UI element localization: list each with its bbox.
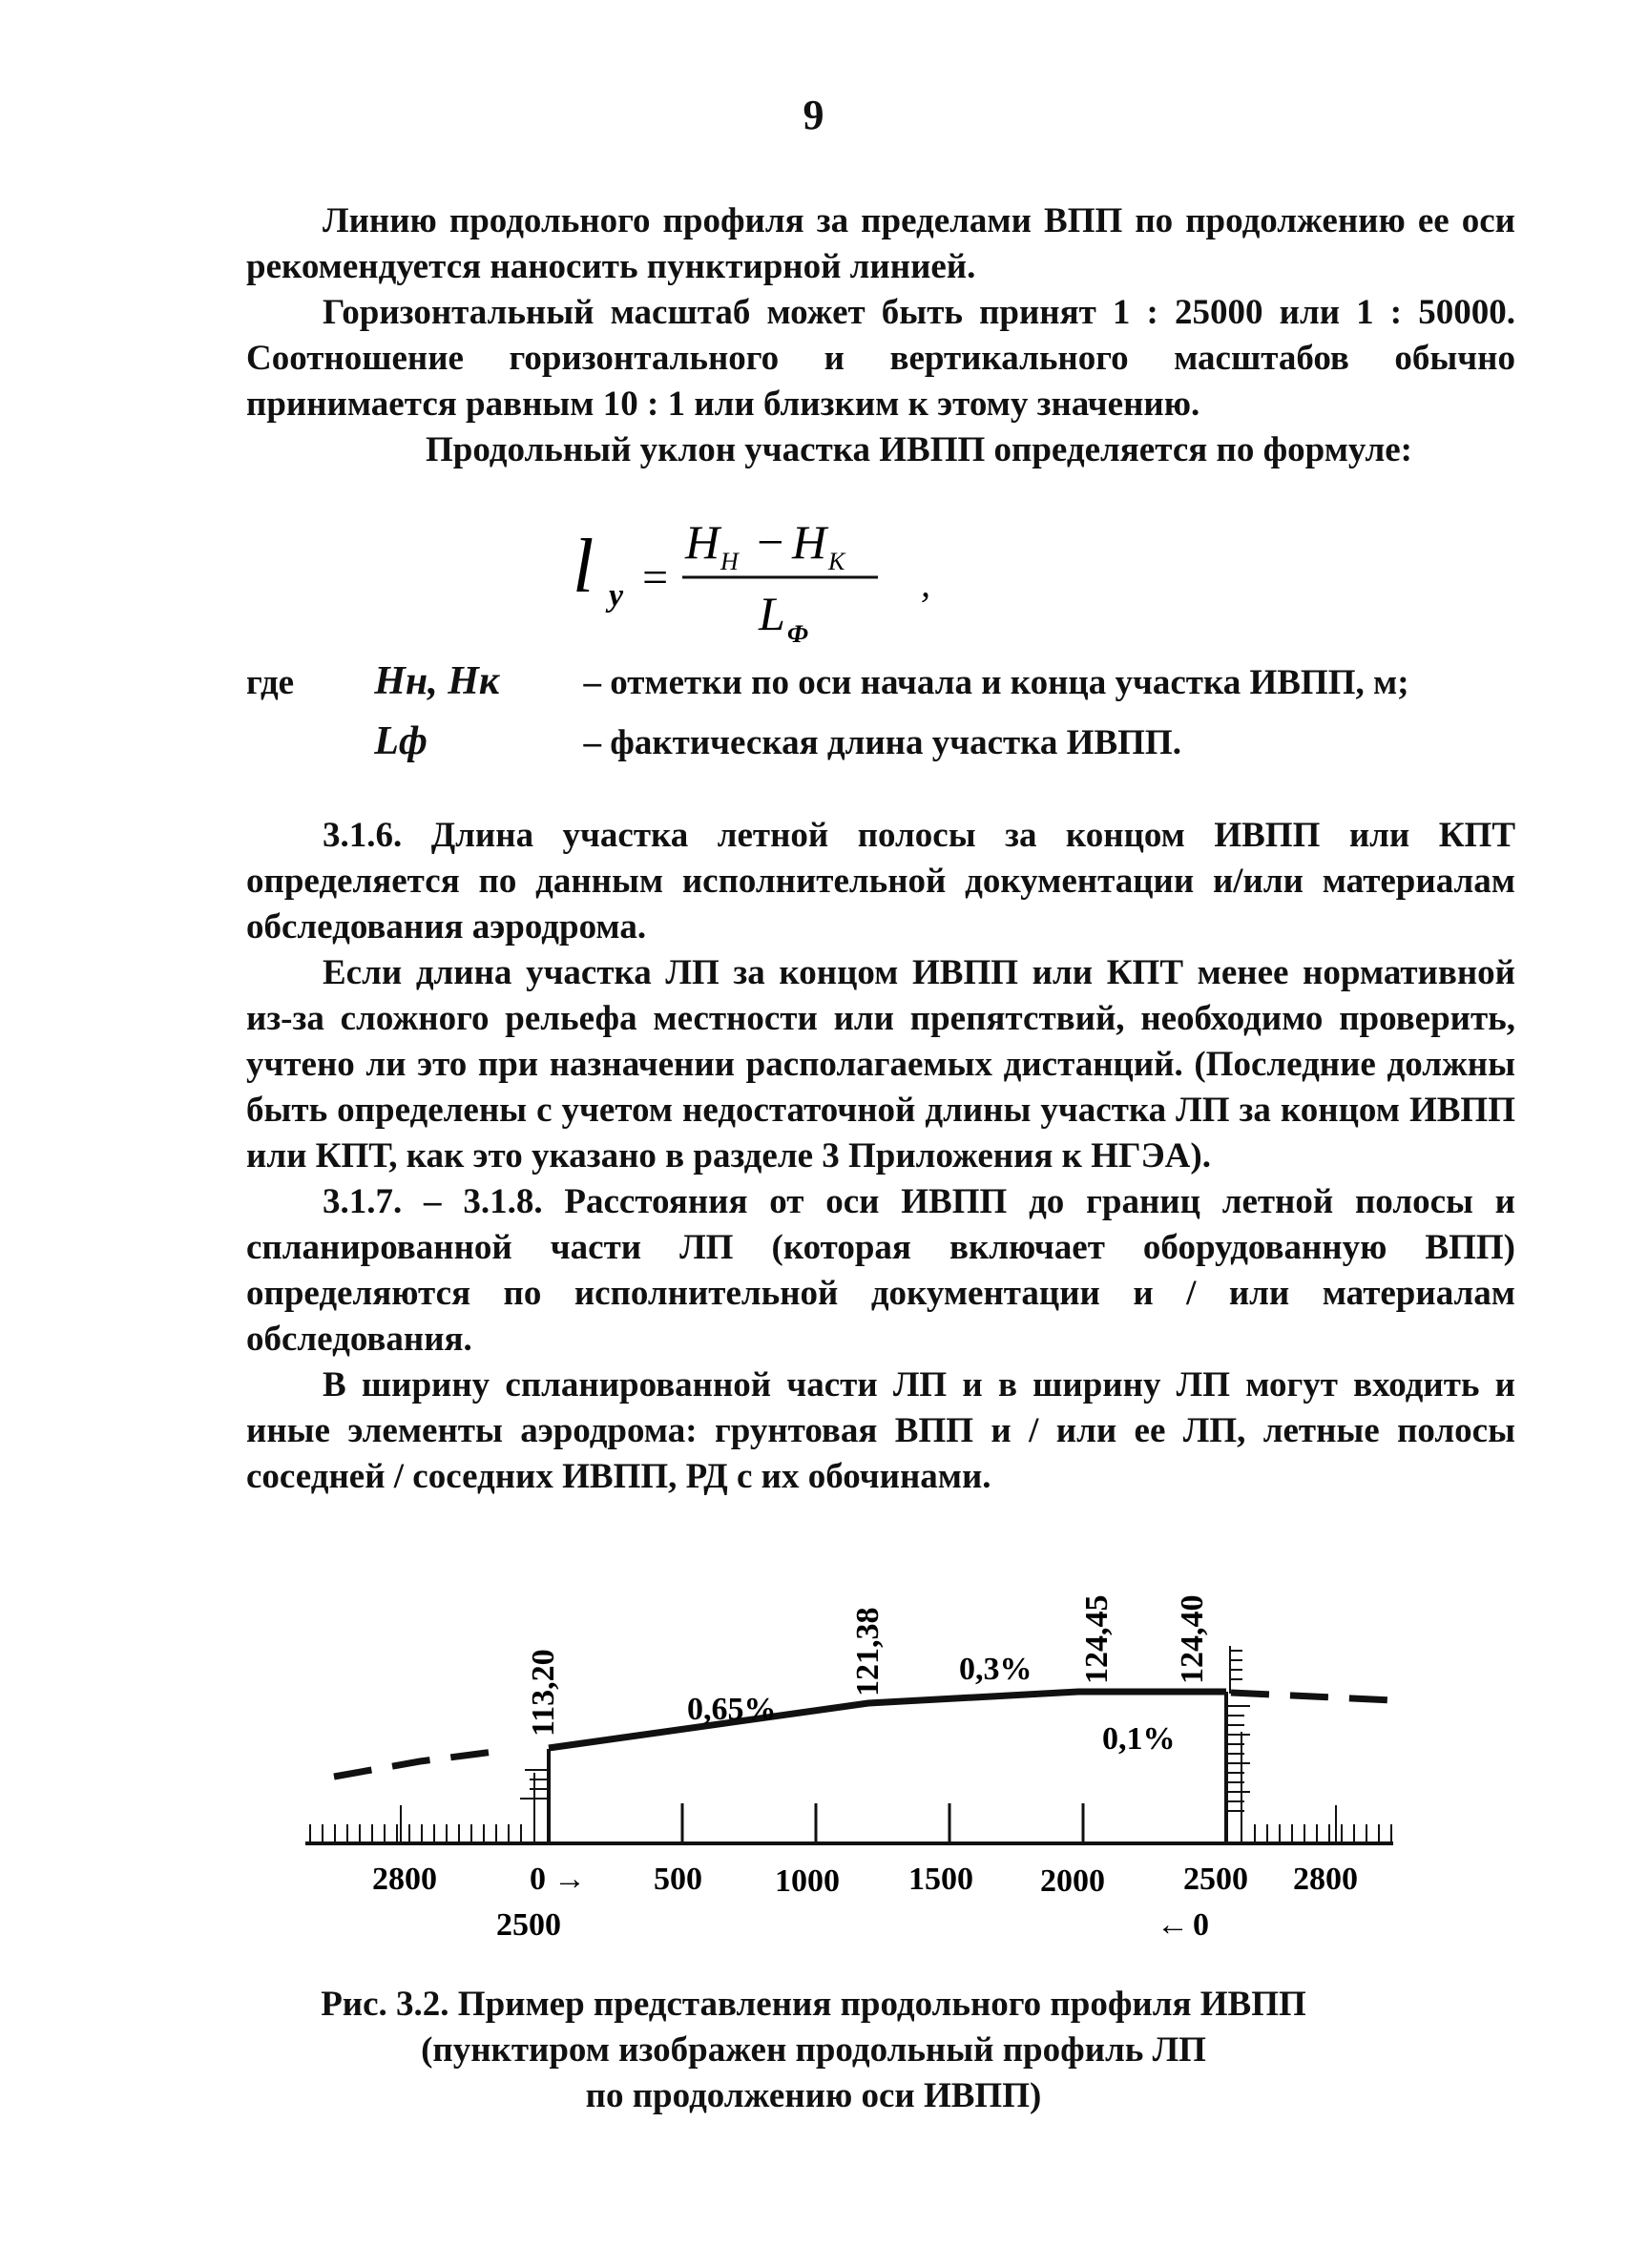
where-label: где bbox=[246, 663, 295, 702]
where-definition-1: – отметки по оси начала и конца участка ИВПП, м; bbox=[583, 663, 1409, 702]
axis-label-2000: 2000 bbox=[1040, 1863, 1105, 1899]
formula-num-a-sub: Н bbox=[720, 548, 739, 575]
where-row-1 bbox=[246, 658, 1409, 706]
axis-label-500: 500 bbox=[654, 1862, 702, 1897]
intro-text bbox=[246, 198, 1515, 473]
strip-profile-left-dashed bbox=[334, 1751, 501, 1777]
where-row-2 bbox=[246, 718, 1181, 766]
formula-equals: = bbox=[639, 552, 671, 603]
paragraph-slope-formula-intro: Продольный уклон участка ИВПП определяется по формуле: bbox=[426, 430, 1412, 469]
elevation-label-end: 124,40 bbox=[1175, 1594, 1210, 1684]
slope-label-1: 0,65% bbox=[687, 1692, 777, 1727]
elevation-label-start: 113,20 bbox=[526, 1649, 561, 1737]
runway-start-hatching bbox=[520, 1770, 549, 1841]
axis-label-left-2800: 2800 bbox=[372, 1862, 437, 1897]
formula-lhs-sub: у bbox=[609, 578, 624, 614]
figure-caption-line-2: (пунктиром изображен продольный профиль ЛП bbox=[421, 2030, 1206, 2070]
slope-formula bbox=[563, 501, 1002, 654]
axis-label-1000: 1000 bbox=[775, 1863, 840, 1899]
axis-label-reverse-0: 0 bbox=[1193, 1907, 1209, 1937]
where-symbol-1: Hн, Hк bbox=[374, 659, 500, 703]
paragraph-scale: Горизонтальный масштаб может быть принят 1 : 25000 или 1 : 50000. Соотношение горизонтального и вертикального масштабов обычно принимается равным 10 : 1 или близким к этому значению. bbox=[246, 293, 1515, 424]
formula-comma: , bbox=[921, 562, 930, 605]
formula-num-a: H bbox=[685, 515, 720, 569]
section-3-1-6: 3.1.6. Длина участка летной полосы за концом ИВПП или КПТ определяется по данным исполнительной документации и/или материалам обследования аэродрома. bbox=[246, 816, 1515, 947]
elevation-label-peak: 124,45 bbox=[1079, 1594, 1115, 1684]
strip-profile-right-dashed bbox=[1231, 1693, 1393, 1700]
sections-text bbox=[246, 813, 1515, 1500]
section-3-1-7: 3.1.7. – 3.1.8. Расстояния от оси ИВПП до границ летной полосы и спланированной части ЛП (которая включает оборудованную ВПП) определяются по исполнительной документации и / или материалам обследования. bbox=[246, 1182, 1515, 1359]
axis-label-0: 0 bbox=[530, 1862, 546, 1897]
where-definition-2: – фактическая длина участка ИВПП. bbox=[583, 723, 1181, 762]
section-3-1-7-note: В ширину спланированной части ЛП и в ширину ЛП могут входить и иные элементы аэродрома: грунтовая ВПП и / или ее ЛП, летные полосы соседней / соседних ИВПП, РД с их обочинами. bbox=[246, 1365, 1515, 1496]
axis-label-right-2800: 2800 bbox=[1293, 1862, 1358, 1897]
runway-end-hatching bbox=[1226, 1646, 1250, 1841]
axis-minor-ticks-left bbox=[310, 1805, 521, 1843]
paragraph-dashed-line: Линию продольного профиля за пределами ВПП по продолжению ее оси рекомендуется наносить пунктирной линией. bbox=[246, 201, 1515, 286]
section-3-1-6-note: Если длина участка ЛП за концом ИВПП или КПТ менее нормативной из-за сложного рельефа местности или препятствий, необходимо проверить, учтено ли это при назначении располагаемых дистанций. (Последние должны быть определены с учетом недостаточной длины участка ЛП за концом ИВПП или КПТ, как это указано в разделе 3 Приложения к НГЭА). bbox=[246, 953, 1515, 1176]
formula-num-b: H bbox=[792, 515, 827, 569]
slope-label-3: 0,1% bbox=[1102, 1721, 1176, 1757]
arrow-right-icon: → bbox=[553, 1862, 586, 1897]
axis-minor-ticks-right bbox=[1255, 1805, 1391, 1843]
axis-label-2500: 2500 bbox=[1183, 1862, 1248, 1897]
formula-minus: − bbox=[754, 515, 786, 569]
where-symbol-2: Lф bbox=[374, 719, 428, 763]
axis-label-reverse-2500: 2500 bbox=[496, 1907, 561, 1937]
formula-den: L bbox=[759, 587, 785, 640]
arrow-left-icon: ← bbox=[1157, 1907, 1189, 1937]
formula-num-b-sub: К bbox=[828, 548, 845, 575]
formula-lhs: l bbox=[573, 525, 594, 609]
formula-den-sub: Ф bbox=[787, 620, 809, 648]
runway-profile-figure bbox=[286, 1555, 1431, 1937]
slope-label-2: 0,3% bbox=[959, 1652, 1033, 1687]
figure-caption-line-3: по продолжению оси ИВПП) bbox=[585, 2076, 1042, 2115]
axis-major-ticks bbox=[682, 1803, 1083, 1843]
axis-label-1500: 1500 bbox=[908, 1862, 973, 1897]
elevation-label-mid: 121,38 bbox=[850, 1607, 886, 1696]
page-number: 9 bbox=[803, 92, 824, 138]
figure-caption-title: Рис. 3.2. Пример представления продольного профиля ИВПП bbox=[321, 1985, 1306, 2024]
